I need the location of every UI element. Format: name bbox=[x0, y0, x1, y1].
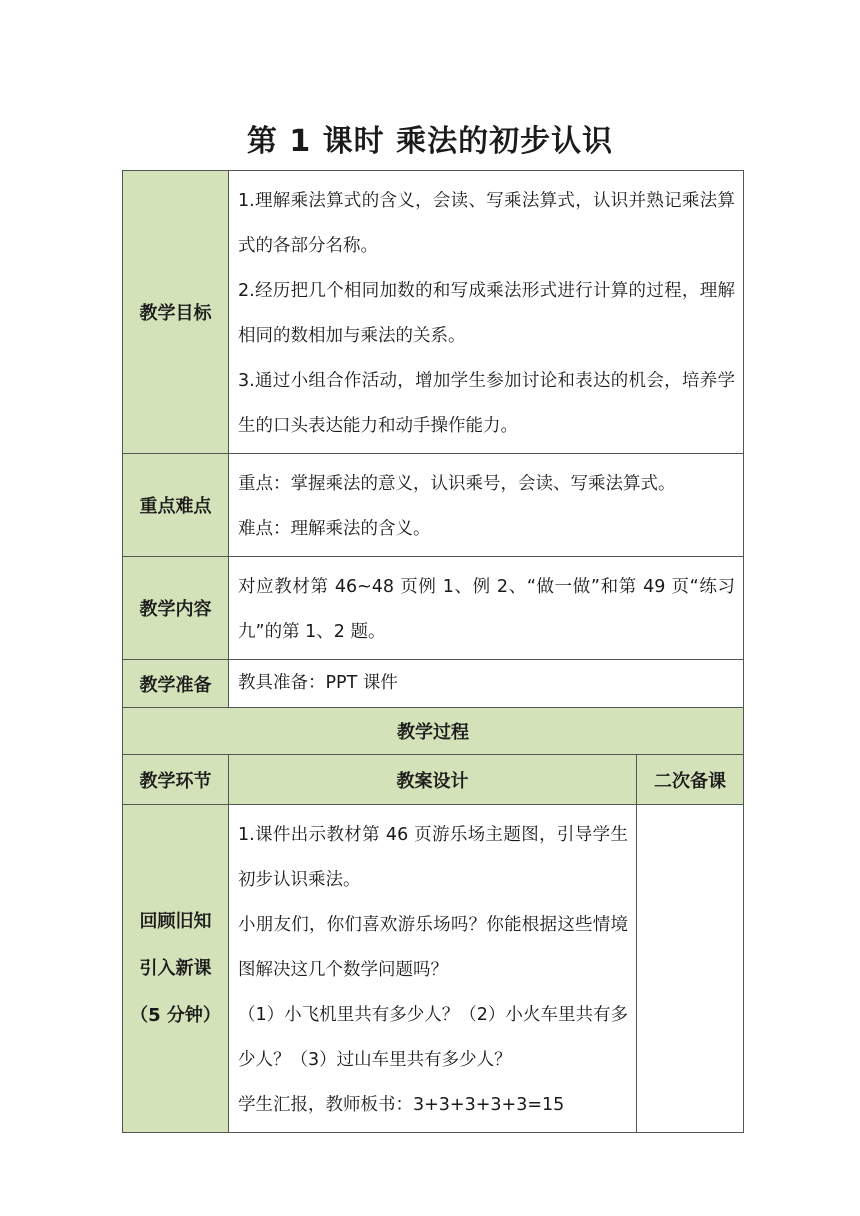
stage-row bbox=[123, 805, 744, 1133]
key-points-label: 重点难点 bbox=[123, 454, 229, 557]
stage-label bbox=[123, 805, 229, 1133]
preparation-label: 教学准备 bbox=[123, 660, 229, 708]
preparation-content bbox=[229, 660, 744, 708]
page-title: 第 1 课时 乘法的初步认识 bbox=[246, 124, 614, 159]
key-points-row bbox=[123, 454, 744, 557]
objectives-label: 教学目标 bbox=[123, 171, 229, 454]
process-header-row bbox=[123, 708, 744, 755]
objective-item: 3.通过小组合作活动，增加学生参加讨论和表达的机会，培养学生的口头表达能力和动手操作能力。 bbox=[238, 371, 736, 436]
column-header-notes: 二次备课 bbox=[637, 755, 744, 805]
stage-label-line: 引入新课 bbox=[139, 958, 212, 979]
design-line: （1）小飞机里共有多少人？（2）小火车里共有多少人？（3）过山车里共有多少人？ bbox=[238, 1005, 628, 1070]
lesson-plan-table bbox=[122, 170, 744, 1133]
objectives-row bbox=[123, 171, 744, 454]
content-row bbox=[123, 557, 744, 660]
stage-duration: （5 分钟） bbox=[130, 1005, 221, 1026]
column-header-row bbox=[123, 755, 744, 805]
column-header-stage: 教学环节 bbox=[123, 755, 229, 805]
design-line: 1.课件出示教材第 46 页游乐场主题图，引导学生初步认识乘法。 bbox=[238, 825, 628, 890]
design-line: 小朋友们，你们喜欢游乐场吗？你能根据这些情境图解决这几个数学问题吗？ bbox=[238, 915, 628, 980]
key-points-content bbox=[229, 454, 744, 557]
preparation-row bbox=[123, 660, 744, 708]
difficulty-line: 难点：理解乘法的含义。 bbox=[238, 519, 431, 539]
content-line: 对应教材第 46~48 页例 1、例 2、“做一做”和第 49 页“练习九”的第 1、2 题。 bbox=[238, 577, 736, 642]
stage-design-content bbox=[229, 805, 637, 1133]
objective-item: 2.经历把几个相同加数的和写成乘法形式进行计算的过程，理解相同的数相加与乘法的关系。 bbox=[238, 281, 736, 346]
preparation-text: 教具准备：PPT 课件 bbox=[238, 673, 398, 693]
objective-item: 1.理解乘法算式的含义，会读、写乘法算式，认识并熟记乘法算式的各部分名称。 bbox=[238, 191, 736, 256]
content-text bbox=[229, 557, 744, 660]
stage-notes-cell bbox=[637, 805, 744, 1133]
process-header: 教学过程 bbox=[123, 708, 744, 755]
column-header-design: 教案设计 bbox=[229, 755, 637, 805]
stage-label-line: 回顾旧知 bbox=[139, 911, 212, 932]
objectives-content bbox=[229, 171, 744, 454]
content-label: 教学内容 bbox=[123, 557, 229, 660]
design-line: 学生汇报，教师板书：3+3+3+3+3=15 bbox=[238, 1095, 565, 1115]
key-point-line: 重点：掌握乘法的意义，认识乘号，会读、写乘法算式。 bbox=[238, 474, 676, 494]
